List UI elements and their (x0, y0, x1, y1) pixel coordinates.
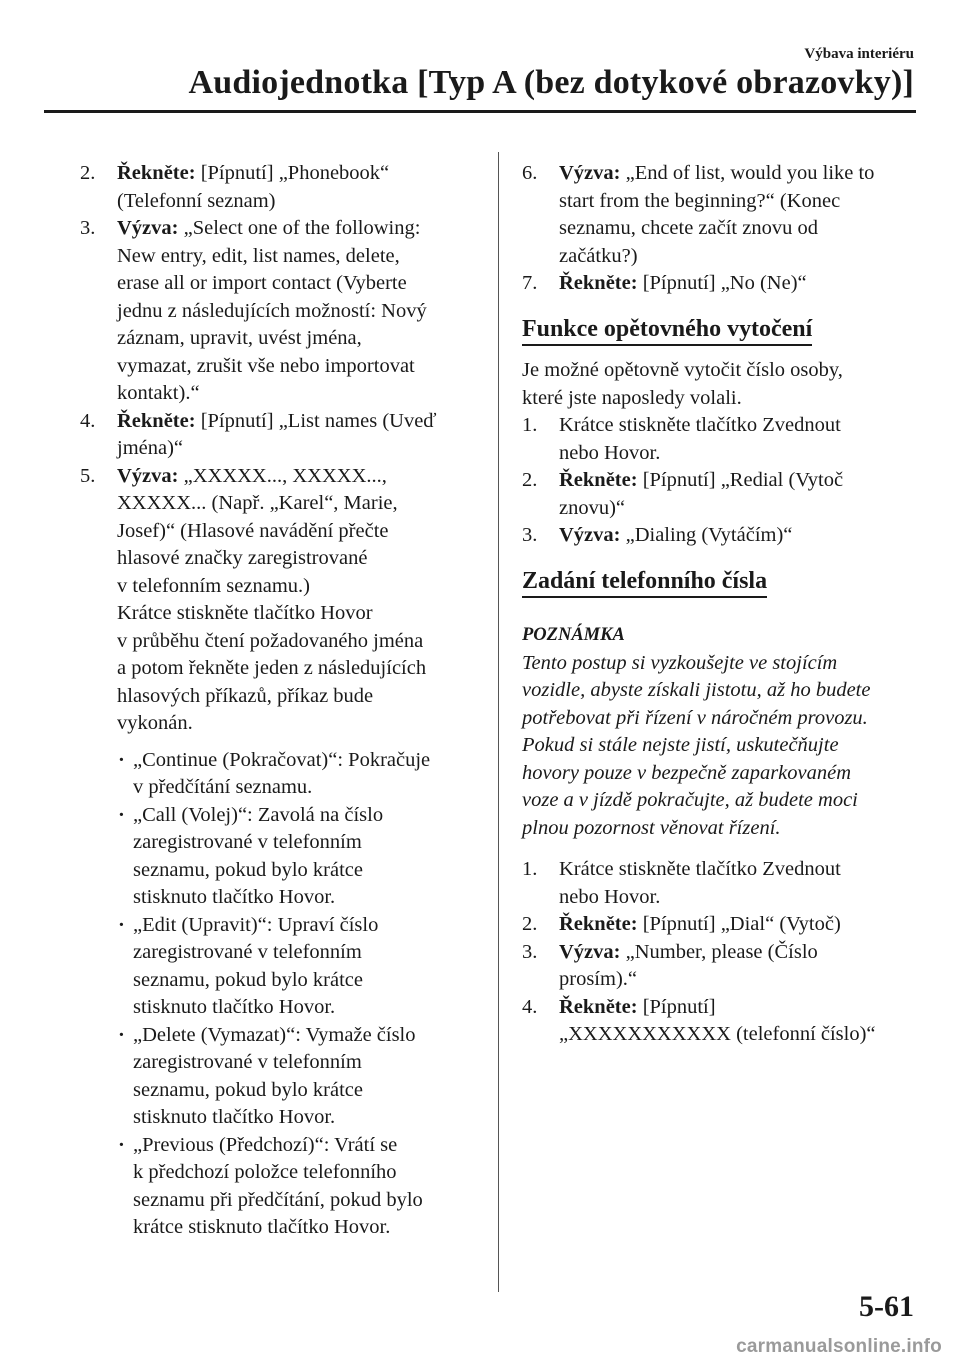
step-text: a potom řekněte jeden z následujících (117, 657, 427, 679)
header-rule (44, 110, 916, 113)
step-text: New entry, edit, list names, delete, (117, 244, 400, 267)
list-item-text: zaregistrované v telefonním (133, 831, 362, 853)
redial-step-3 (522, 522, 918, 550)
step-text: začátku?) (559, 244, 638, 267)
note-text: potřebovat při řízení v náročném provozu. (522, 706, 868, 729)
step-text: [Pípnutí] „List names (Uveď (195, 409, 437, 432)
step-label: Řekněte: (559, 469, 638, 491)
step-number: 4. (522, 995, 538, 1018)
step-text: [Pípnutí] „Redial (Vytoč (637, 469, 844, 491)
step-text: „XXXXX..., XXXXX..., (178, 464, 387, 487)
step-label: Výzva: (559, 162, 621, 184)
step-text: hlasové značky zaregistrované (117, 547, 368, 569)
step-5 (80, 463, 480, 738)
list-item-text: v předčítání seznamu. (133, 776, 313, 798)
step-label: Řekněte: (559, 995, 638, 1018)
list-item-text: „Continue (Pokračovat)“: Pokračuje (133, 748, 431, 771)
step-text: záznam, upravit, uvést jména, (117, 327, 362, 349)
step-text: Krátce stiskněte tlačítko Hovor (117, 602, 373, 624)
step-number: 1. (522, 414, 538, 436)
section-heading-redial: Funkce opětovného vytočení (522, 316, 812, 347)
step-label: Výzva: (559, 940, 621, 963)
section-heading-dial: Zadání telefonního čísla (522, 568, 767, 599)
list-item-text: krátce stisknuto tlačítko Hovor. (133, 1216, 391, 1238)
dial-step-2 (522, 911, 918, 939)
list-item-text: seznamu, pokud bylo krátce (133, 1078, 363, 1101)
step-3 (80, 215, 480, 408)
note-text: plnou pozornost věnovat řízení. (522, 816, 781, 839)
dial-step-1 (522, 856, 918, 911)
note-text: vozidle, abyste získali jistotu, až ho budete (522, 679, 871, 701)
step-text: nebo Hovor. (559, 885, 661, 908)
step-label: Řekněte: (117, 409, 196, 432)
bullet-icon: · (118, 748, 125, 771)
list-item (115, 1132, 480, 1242)
step-text: XXXXX... (Např. „Karel“, Marie, (117, 492, 398, 514)
note-text: Tento postup si vyzkoušejte ve stojícím (522, 651, 838, 674)
left-column (80, 160, 480, 1242)
step-text: [Pípnutí] (637, 995, 716, 1018)
note-block (522, 622, 918, 842)
step-label: Výzva: (117, 217, 179, 239)
step-text: vymazat, zrušit vše nebo importovat (117, 354, 415, 377)
list-item-text: zaregistrované v telefonním (133, 1051, 362, 1073)
step-text: „Select one of the following: (178, 217, 421, 239)
step-7 (522, 270, 918, 298)
step-6 (522, 160, 918, 270)
step-text: prosím).“ (559, 968, 637, 990)
step-number: 7. (522, 272, 538, 294)
step-text: [Pípnutí] „No (Ne)“ (637, 272, 807, 294)
step-number: 2. (522, 913, 538, 935)
list-item (115, 802, 480, 912)
step-text: jednu z následujících možností: Nový (117, 299, 427, 322)
command-list (80, 747, 480, 1242)
step-label: Řekněte: (559, 272, 638, 294)
step-text: hlasových příkazů, příkaz bude (117, 684, 374, 707)
right-column (522, 160, 918, 1049)
step-number: 3. (522, 524, 538, 546)
step-number: 1. (522, 858, 538, 880)
step-text: seznamu, chcete začít znovu od (559, 217, 818, 239)
step-text: „XXXXXXXXXXX (telefonní číslo)“ (559, 1023, 876, 1045)
step-text: [Pípnutí] „Dial“ (Vytoč) (637, 913, 841, 935)
list-item-text: stisknuto tlačítko Hovor. (133, 886, 336, 908)
step-text: start from the beginning?“ (Konec (559, 189, 841, 212)
list-item-text: k předchozí položce telefonního (133, 1161, 397, 1183)
step-label: Řekněte: (117, 162, 196, 184)
step-text: v průběhu čtení požadovaného jména (117, 629, 424, 652)
step-text: „Dialing (Vytáčím)“ (620, 524, 793, 546)
step-text: „Number, please (Číslo (620, 940, 818, 963)
bullet-icon: · (118, 913, 125, 936)
step-text: jména)“ (117, 437, 184, 459)
step-4 (80, 408, 480, 463)
bullet-icon: · (118, 1133, 125, 1156)
note-text: voze a v jízdě pokračujte, až budete moci (522, 789, 858, 811)
step-text: vykonán. (117, 712, 193, 734)
header-section-label: Výbava interiéru (804, 46, 914, 62)
list-item-text: seznamu, pokud bylo krátce (133, 858, 363, 881)
dial-step-3 (522, 939, 918, 994)
step-number: 3. (522, 940, 538, 963)
list-item-text: „Previous (Předchozí)“: Vrátí se (133, 1133, 398, 1156)
page-title: Audiojednotka [Typ A (bez dotykové obrazovky)] (188, 64, 914, 101)
step-label: Výzva: (559, 524, 621, 546)
list-item-text: „Call (Volej)“: Zavolá na číslo (133, 803, 384, 826)
step-text: nebo Hovor. (559, 441, 661, 464)
column-divider (498, 152, 499, 1292)
note-text: Pokud si stále nejste jistí, uskutečňujte (522, 734, 839, 756)
redial-step-1 (522, 412, 918, 467)
list-item (115, 912, 480, 1022)
step-2 (80, 160, 480, 215)
list-item-text: „Edit (Upravit)“: Upraví číslo (133, 913, 379, 936)
list-item-text: stisknuto tlačítko Hovor. (133, 1106, 336, 1128)
step-text: kontakt).“ (117, 382, 200, 404)
step-text: [Pípnutí] „Phonebook“ (195, 162, 390, 184)
step-text: Krátce stiskněte tlačítko Zvednout (559, 414, 841, 436)
redial-step-2 (522, 467, 918, 522)
list-item-text: stisknuto tlačítko Hovor. (133, 996, 336, 1018)
step-number: 2. (80, 162, 96, 184)
step-text: „End of list, would you like to (620, 162, 875, 184)
list-item-text: seznamu při předčítání, pokud bylo (133, 1188, 423, 1211)
list-item-text: zaregistrované v telefonním (133, 941, 362, 963)
note-text: hovory pouze v bezpečně zaparkovaném (522, 761, 852, 784)
step-label: Řekněte: (559, 913, 638, 935)
step-number: 3. (80, 217, 96, 239)
step-number: 4. (80, 409, 96, 432)
bullet-icon: · (118, 1023, 125, 1046)
paragraph-text: které jste naposledy volali. (522, 386, 742, 409)
list-item (115, 1022, 480, 1132)
step-text: Josef)“ (Hlasové navádění přečte (117, 519, 389, 542)
step-number: 6. (522, 162, 538, 184)
step-text: Krátce stiskněte tlačítko Zvednout (559, 858, 841, 880)
step-number: 5. (80, 464, 96, 487)
step-label: Výzva: (117, 464, 179, 487)
paragraph-text: Je možné opětovně vytočit číslo osoby, (522, 359, 843, 381)
list-item-text: seznamu, pokud bylo krátce (133, 968, 363, 991)
step-text: v telefonním seznamu.) (117, 574, 310, 597)
page-number: 5-61 (859, 1290, 914, 1323)
step-number: 2. (522, 469, 538, 491)
dial-step-4 (522, 994, 918, 1049)
list-item-text: „Delete (Vymazat)“: Vymaže číslo (133, 1023, 416, 1046)
step-text: erase all or import contact (Vyberte (117, 272, 407, 294)
bullet-icon: · (118, 803, 125, 826)
watermark: carmanualsonline.info (736, 1336, 942, 1357)
step-text: znovu)“ (559, 496, 626, 519)
note-title: POZNÁMKA (522, 625, 625, 645)
step-text: (Telefonní seznam) (117, 189, 276, 212)
list-item (115, 747, 480, 802)
